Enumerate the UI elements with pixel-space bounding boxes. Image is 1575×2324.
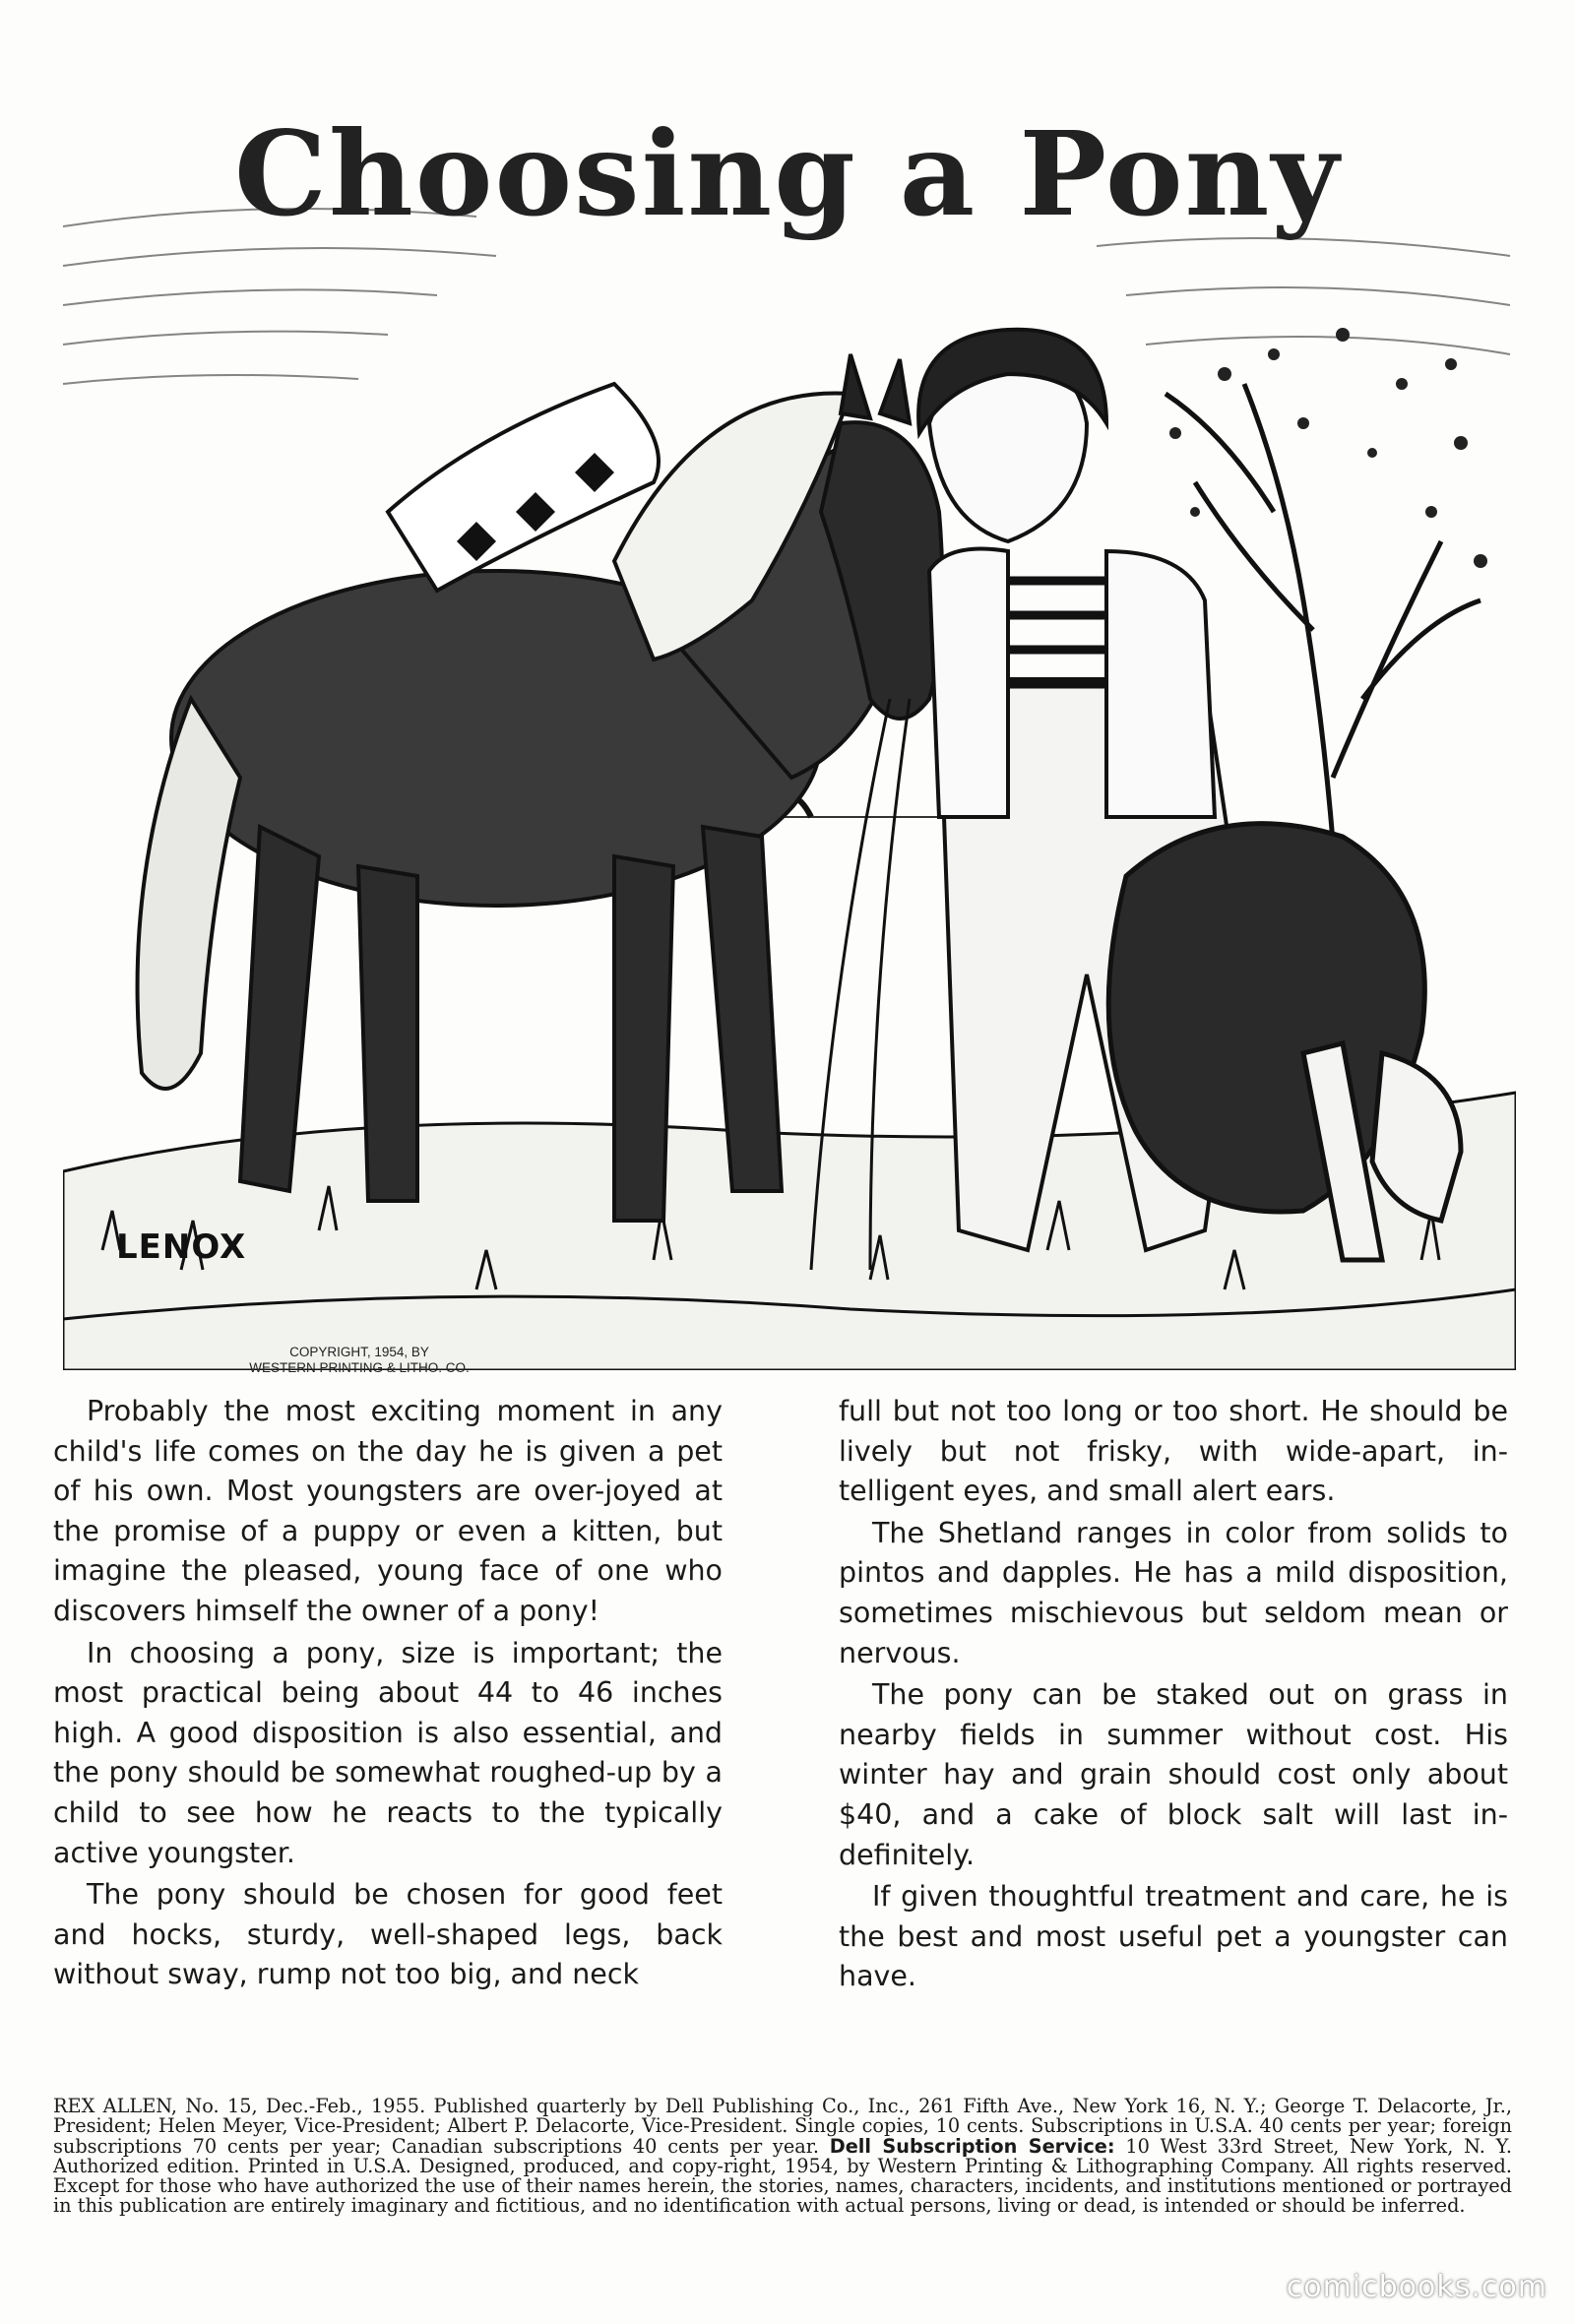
artist-signature: LENOX [116,1227,247,1267]
illustration-copyright [192,1345,527,1376]
article-paragraph: The pony should be chosen for good feet and hocks, sturdy, well-shaped legs, back without sway, rump not too big, and neck [53,1878,723,1991]
article-paragraph: If given thoughtful treatment and care, he is the best and most useful pet a youngster can have. [839,1880,1508,1993]
page-title: Choosing a Pony [234,105,1341,243]
article-column-2 [839,1392,1508,1997]
publication-indicia [53,2097,1512,2217]
watermark: comicbooks.com [1286,2270,1547,2304]
article-paragraph: Probably the most exciting moment in any child's life comes on the day he is given a pet of his own. Most youngsters are over-joyed at the promise of a puppy or even a kitten, but imagine the pleased, young face of one who discovers himself the owner of a pony! [53,1395,723,1627]
copyright-line-2: WESTERN PRINTING & LITHO. CO. [249,1360,470,1375]
article-paragraph: In choosing a pony, size is important; the most practical being about 44 to 46 inches high. A good disposition is also essential, and the pony should be somewhat roughed-up by a child to see how he reacts to the typically active youngster. [53,1636,723,1869]
article-column-1 [53,1392,723,1995]
article-paragraph: full but not too long or too short. He should be lively but not frisky, with wide-apart, in-telligent eyes, and small alert ears. [839,1395,1508,1508]
indicia-subscription-label: Dell Subscription Service: [829,2134,1115,2158]
indicia-part-1: REX ALLEN, No. 15, Dec.-Feb., 1955. Published quarterly by Dell Publishing Co., Inc., 261 Fifth Ave., New York 16, N. Y.; George T. Delacorte, Jr., President; Helen Meyer, Vice-President; Albert P. Delacorte, Vice-President. Single copies, 10 cents. Subscriptions in U.S.A. 40 cents per year; foreign subscriptions 70 cents per year; Canadian subscriptions 40 cents per year. [53,2095,1512,2158]
article-paragraph: The Shetland ranges in color from solids to pintos and dapples. He has a mild disposition, sometimes mischievous but seldom mean or nervous. [839,1516,1508,1669]
copyright-line-1: COPYRIGHT, 1954, BY [289,1345,429,1359]
pony-illustration [63,187,1516,1370]
article-paragraph: The pony can be staked out on grass in nearby fields in summer without cost. His winter hay and grain should cost only about $40, and a cake of block salt will last in-definitely. [839,1678,1508,1871]
indicia-part-2: 10 West 33rd Street, New York, N. Y. Authorized edition. Printed in U.S.A. Designed, produced, and copy-right, 1954, by Western Printing & Lithographing Company. All rights reserved. Except for those who have authorized the use of their names herein, the stories, names, characters, incidents, and institutions mentioned or portrayed in this publication are entirely imaginary and fictitious, and no identification with actual persons, living or dead, is intended or should be inferred. [53,2134,1512,2218]
